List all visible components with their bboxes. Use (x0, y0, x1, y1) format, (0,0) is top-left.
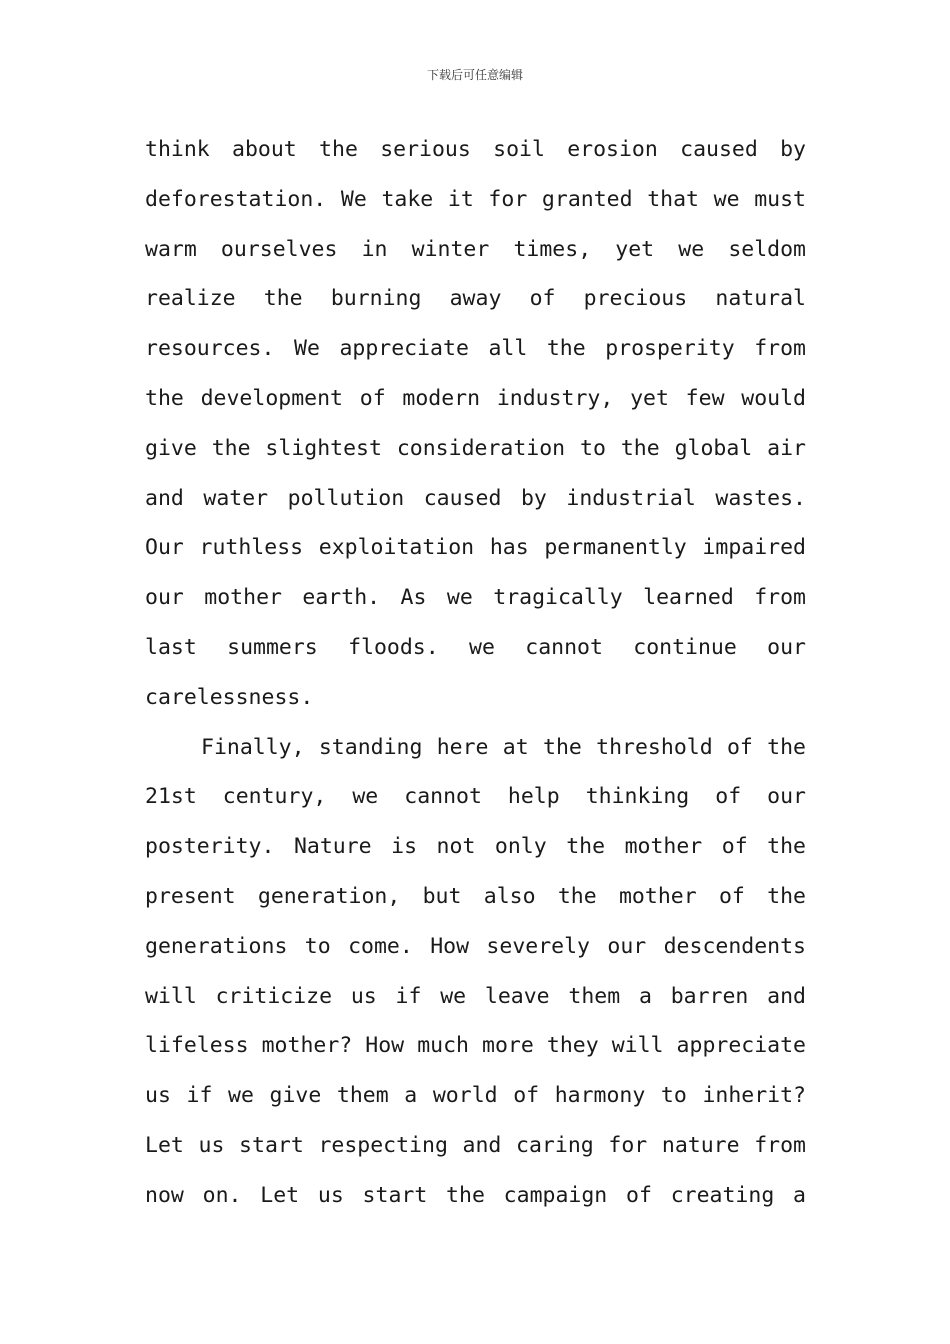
text-line: 21st century, we cannot help thinking of our (145, 784, 806, 810)
text-line: us if we give them a world of harmony to inherit? (145, 1083, 806, 1109)
text-line: now on. Let us start the campaign of creating a (145, 1182, 806, 1208)
text-line: our mother earth. As we tragically learned from (145, 585, 806, 611)
page-header: 下载后可任意编辑 (426, 68, 523, 82)
text-line: the development of modern industry, yet few would (145, 385, 806, 411)
text-line: and water pollution caused by industrial wastes. (145, 485, 806, 511)
text-line: posterity. Nature is not only the mother of the (145, 834, 806, 860)
text-line: Finally, standing here at the threshold of the (201, 734, 806, 760)
text-line: think about the serious soil erosion caused by (145, 137, 806, 162)
text-line: Let us start respecting and caring for nature from (145, 1132, 806, 1158)
text-line: carelessness. (145, 684, 314, 710)
text-line: present generation, but also the mother of the (145, 883, 806, 909)
body-text (145, 125, 806, 1221)
text-line: last summers floods. we cannot continue our (145, 634, 806, 660)
text-line: resources. We appreciate all the prosperity from (145, 336, 806, 362)
text-line: generations to come. How severely our descendents (145, 933, 806, 959)
text-line: deforestation. We take it for granted that we must (145, 186, 806, 212)
text-line: warm ourselves in winter times, yet we seldom (145, 236, 806, 262)
text-line: give the slightest consideration to the global air (145, 435, 806, 461)
text-line: will criticize us if we leave them a barren and (145, 983, 806, 1009)
text-line: Our ruthless exploitation has permanently impaired (145, 535, 806, 561)
text-line: lifeless mother? How much more they will appreciate (145, 1033, 806, 1059)
text-line: realize the burning away of precious natural (145, 286, 806, 312)
